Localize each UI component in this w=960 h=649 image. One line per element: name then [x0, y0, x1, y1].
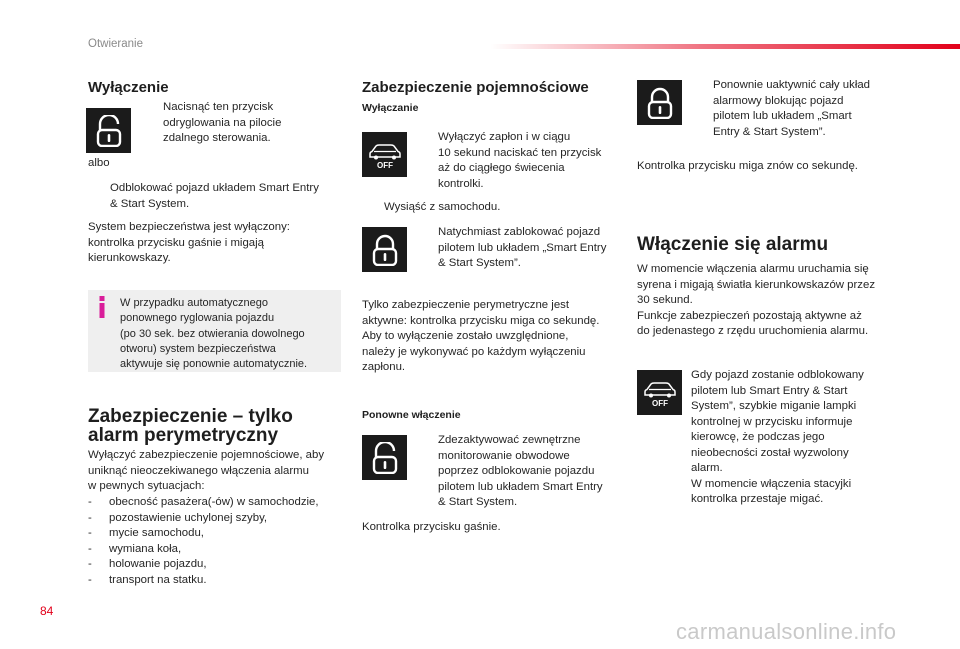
indicator-off-text: Kontrolka przycisku gaśnie.	[362, 521, 501, 533]
unlock-button-icon	[86, 108, 131, 153]
albo-text: albo	[88, 157, 110, 169]
perimeter-intro: Wyłączyć zabezpieczenie pojemnościowe, aby uniknąć nieoczekiwanego włączenia alarmu w pewnych sytuacjach:	[88, 449, 325, 492]
page-number: 84	[40, 604, 54, 618]
heading-wylaczenie: Wyłączenie	[88, 79, 169, 96]
list-item: - transport na statku.	[88, 573, 207, 586]
system-off-paragraph: System bezpieczeństwa jest wyłączony: kontrolka przycisku gaśnie i migają kierunkowskazy.	[88, 221, 290, 264]
car-off-button-icon	[637, 370, 682, 415]
list-item: - pozostawienie uchylonej szyby,	[88, 511, 268, 524]
heading-perimeter: Zabezpieczenie – tylko alarm perymetryczny	[88, 406, 293, 446]
lock-button-icon	[637, 80, 682, 125]
alarm-triggered-paragraph: Gdy pojazd zostanie odblokowany pilotem lub Smart Entry & Start System”, szybkie miganie lampki kontrolnej w przycisku informuje kierowcę, że podczas jego nieobecności został wyzwolony alarm. W momencie włączenia stacyjki kontrolka przestaje migać.	[691, 369, 864, 505]
situations-list	[88, 495, 350, 588]
off-label: OFF	[376, 160, 393, 169]
section-title: Otwieranie	[88, 38, 143, 50]
list-item: - mycie samochodu,	[88, 527, 204, 539]
step-exit-car: Wysiąść z samochodu.	[384, 201, 501, 213]
step-smart-entry: Odblokować pojazd układem Smart Entry & Start System.	[110, 182, 319, 210]
step-deactivate-monitoring: Zdezaktywować zewnętrzne monitorowanie obwodowe poprzez odblokowanie pojazdu pilotem lub układem Smart Entry & Start System.	[438, 434, 603, 508]
indicator-blinks-text: Kontrolka przycisku miga znów co sekundę.	[637, 160, 858, 172]
step-lock-vehicle: Natychmiast zablokować pojazd pilotem lub układem „Smart Entry & Start System”.	[438, 226, 607, 269]
list-item: - wymiana koła,	[88, 542, 182, 555]
list-item: - obecność pasażera(-ów) w samochodzie,	[88, 496, 319, 508]
subheading-ponowne: Ponowne włączenie	[362, 409, 461, 421]
perimeter-active-paragraph: Tylko zabezpieczenie perymetryczne jest aktywne: kontrolka przycisku miga co sekundę. Aby to wyłączenie zostało uwzględnione, należy je wykonywać po każdym wyłączeniu zapłonu.	[362, 299, 600, 373]
info-icon	[96, 296, 108, 318]
step-press-unlock: Nacisnąć ten przycisk odryglowania na pilocie zdalnego sterowania.	[163, 101, 282, 144]
off-label: OFF	[651, 398, 668, 407]
alarm-paragraph: W momencie włączenia alarmu uruchamia się syrena i migają światła kierunkowskazów przez 30 sekund. Funkcje zabezpieczeń pozostają aktywne aż do jedenastego z rzędu uruchomienia alarmu.	[637, 263, 876, 337]
info-text: W przypadku automatycznego ponownego ryglowania pojazdu (po 30 sek. bez otwierania dowolnego otworu) system bezpieczeństwa aktywuje się ponownie automatycznie.	[120, 297, 308, 371]
list-item: - holowanie pojazdu,	[88, 558, 207, 570]
lock-button-icon	[362, 227, 407, 272]
subheading-wylaczanie: Wyłączanie	[362, 102, 419, 114]
heading-capacitive: Zabezpieczenie pojemnościowe	[362, 79, 589, 96]
car-off-button-icon	[362, 132, 407, 177]
watermark: carmanualsonline.info	[676, 619, 897, 644]
header-accent-bar	[490, 44, 960, 49]
unlock-button-icon	[362, 435, 407, 480]
heading-alarm: Włączenie się alarmu	[637, 234, 829, 255]
step-ignition-off: Wyłączyć zapłon i w ciągu 10 sekund naciskać ten przycisk aż do ciągłego świecenia kontrolki.	[438, 131, 602, 190]
step-reactivate-alarm: Ponownie uaktywnić cały układ alarmowy blokując pojazd pilotem lub układem „Smart Entry & Start System”.	[713, 79, 871, 138]
